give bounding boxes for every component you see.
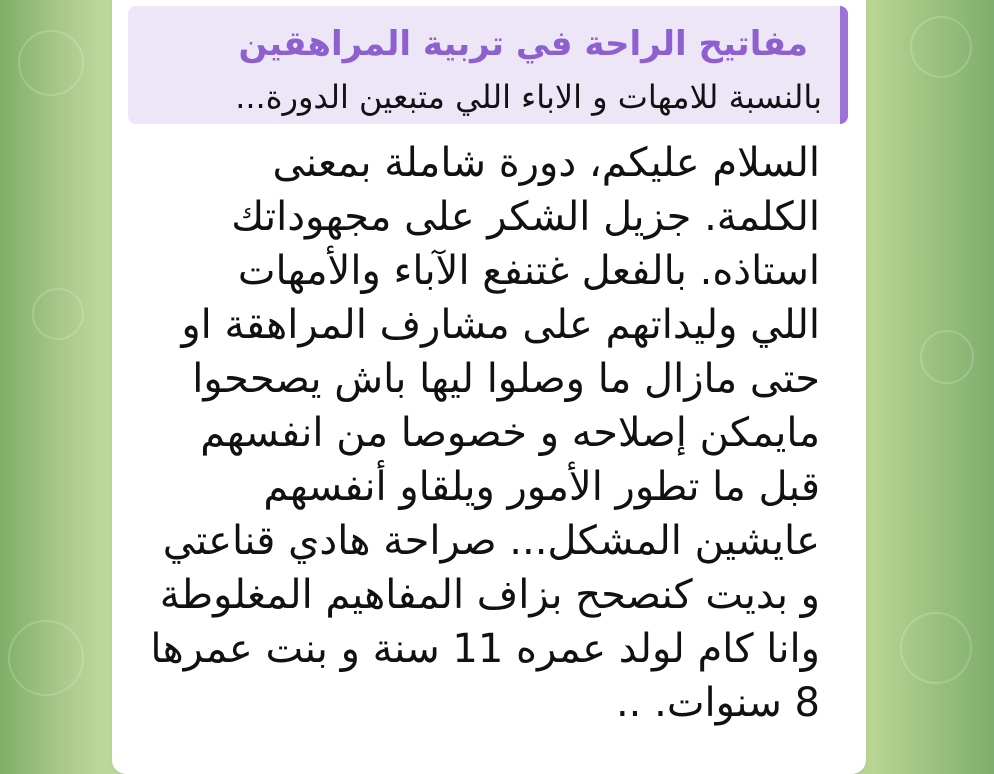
- message-line-7: قبل ما تطور الأمور ويلقاو أنفسهم: [263, 464, 820, 510]
- message-line-11: 8 سنوات. ..: [615, 680, 820, 726]
- message-line-1: السلام عليكم، دورة شاملة بمعنى: [272, 140, 820, 186]
- wallpaper-doodle: [18, 30, 84, 96]
- message-line-2: الكلمة. جزيل الشكر على مجهوداتك: [231, 194, 820, 240]
- reply-snippet: بالنسبة للامهات و الاباء اللي متبعين الدورة...: [235, 78, 822, 116]
- message-line-10: وانا كام لولد عمره 11 سنة و بنت عمرها: [150, 626, 820, 672]
- reply-title: مفاتيح الراحة في تربية المراهقين: [238, 24, 808, 64]
- wallpaper-doodle: [920, 330, 974, 384]
- message-line-5: حتى مازال ما وصلوا ليها باش يصححوا: [192, 356, 820, 402]
- message-line-8: عايشين المشكل... صراحة هادي قناعتي: [162, 518, 820, 564]
- message-line-3: استاذه. بالفعل غتنفع الآباء والأمهات: [237, 248, 820, 294]
- message-line-4: اللي وليداتهم على مشارف المراهقة او: [181, 302, 820, 348]
- wallpaper-doodle: [32, 288, 84, 340]
- message-bubble[interactable]: [112, 0, 866, 774]
- message-line-9: و بديت كنصحح بزاف المفاهيم المغلوطة: [159, 572, 820, 618]
- wallpaper-doodle: [910, 16, 972, 78]
- wallpaper-doodle: [8, 620, 84, 696]
- reply-accent-bar: [840, 6, 848, 124]
- reply-preview[interactable]: [128, 6, 848, 124]
- wallpaper-doodle: [900, 612, 972, 684]
- message-line-6: مايمكن إصلاحه و خصوصا من انفسهم: [200, 410, 820, 456]
